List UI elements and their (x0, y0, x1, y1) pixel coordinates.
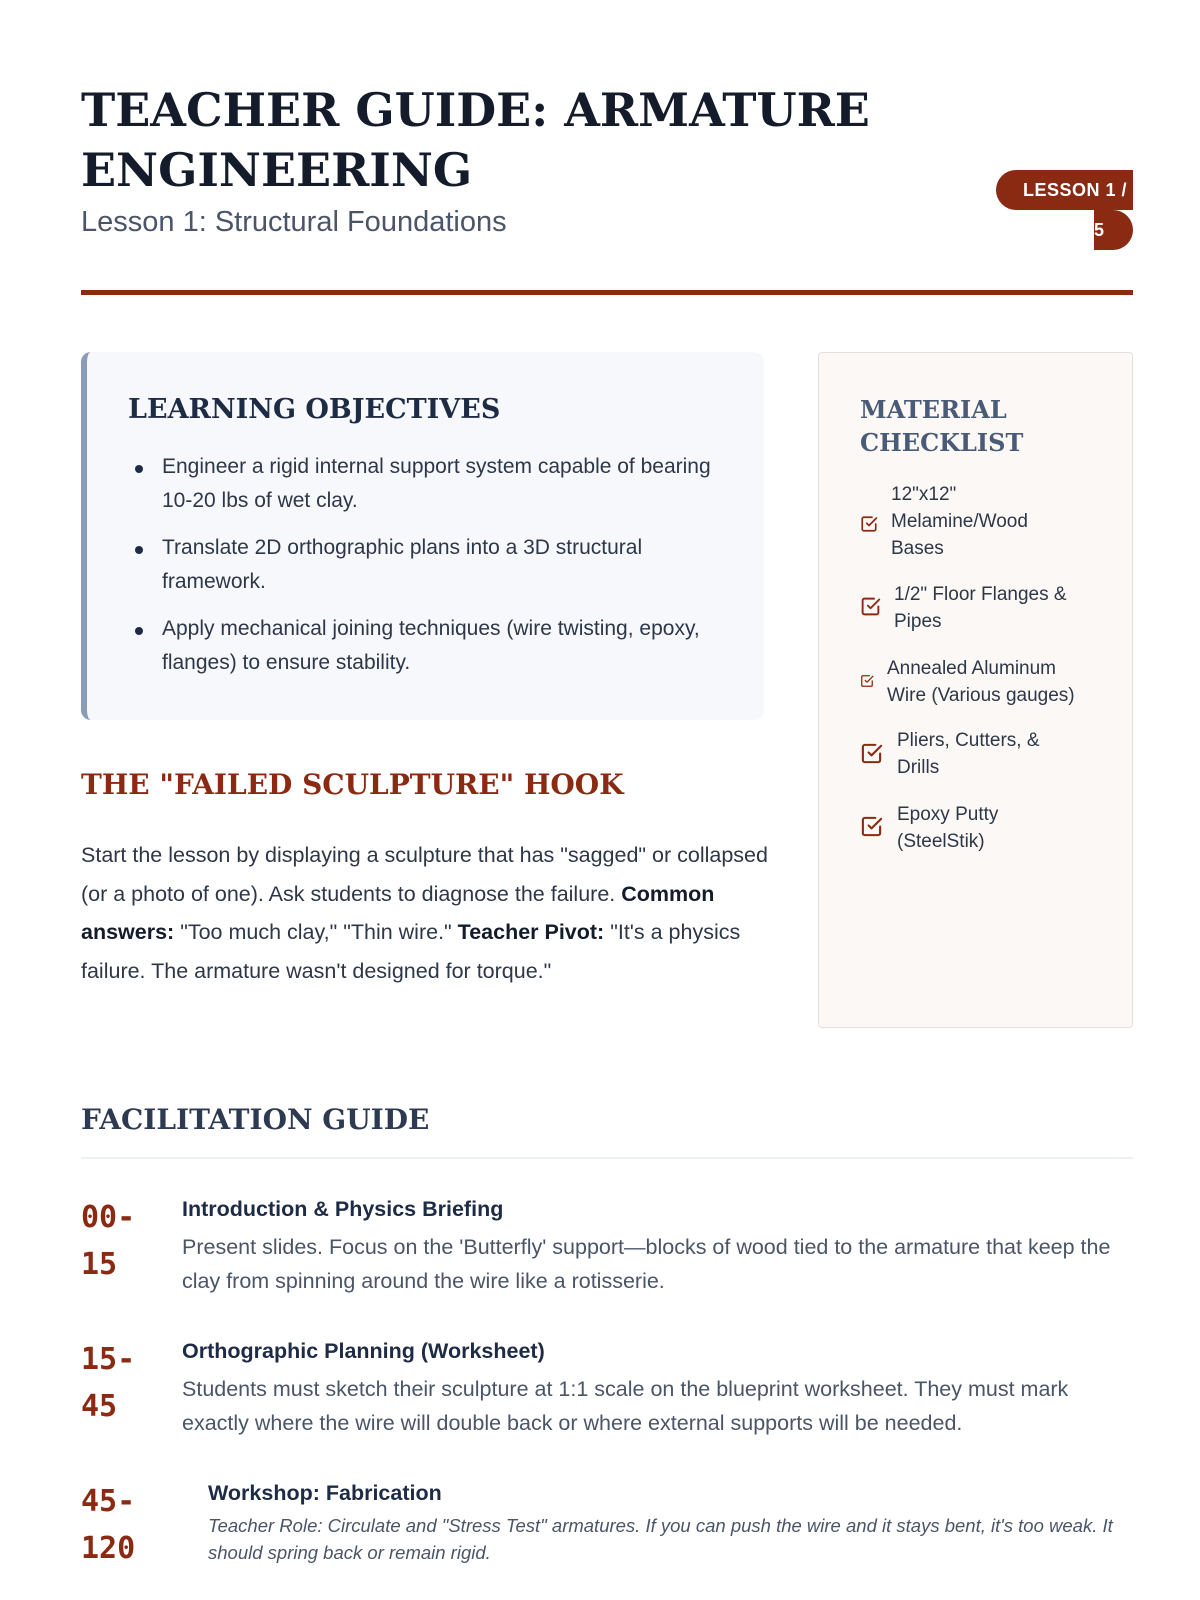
checkbox-icon (860, 674, 874, 688)
learning-objectives-card (81, 352, 764, 720)
teacher-pivot-text: "It's a physics failure. The armature wasn't designed for torque." (81, 920, 741, 983)
checkbox-icon (860, 742, 883, 765)
facilitation-title: Workshop: Fabrication (208, 1481, 442, 1505)
common-answers-label: Common answers: (81, 881, 715, 944)
header-divider (81, 290, 1133, 295)
facilitation-heading: FACILITATION GUIDE (81, 1103, 430, 1136)
checklist-heading: MATERIAL CHECKLIST (860, 395, 1024, 457)
lesson-badge (996, 170, 1133, 252)
objectives-list (128, 450, 728, 693)
checkbox-icon (860, 515, 878, 533)
objective-item: Translate 2D orthographic plans into a 3D structural framework. (128, 531, 728, 599)
checklist-item (860, 481, 1100, 565)
hook-text-start: Start the lesson by displaying a sculpture that has "sagged" or collapsed (or a photo of one). Ask students to diagnose the failure. (81, 843, 768, 906)
objectives-heading: LEARNING OBJECTIVES (128, 394, 501, 425)
page-subtitle: Lesson 1: Structural Foundations (81, 206, 507, 238)
facilitation-title: Orthographic Planning (Worksheet) (182, 1339, 545, 1363)
checklist-item-label: 1/2" Floor Flanges & Pipes (894, 584, 1067, 632)
facilitation-title: Introduction & Physics Briefing (182, 1197, 504, 1221)
hook-paragraph (81, 836, 771, 990)
checklist-item (860, 581, 1100, 637)
facilitation-row (81, 1478, 1133, 1578)
facilitation-divider (81, 1157, 1133, 1159)
objective-item: Engineer a rigid internal support system capable of bearing 10-20 lbs of wet clay. (128, 450, 728, 518)
checklist-item (860, 655, 1100, 711)
facilitation-time: 15-45 (81, 1342, 136, 1424)
page-title: TEACHER GUIDE: ARMATURE ENGINEERING (81, 83, 870, 197)
facilitation-row (81, 1194, 1133, 1304)
lesson-badge-line2: 5 (1094, 210, 1133, 250)
objective-item: Apply mechanical joining techniques (wire twisting, epoxy, flanges) to ensure stability. (128, 612, 728, 680)
facilitation-description: Present slides. Focus on the 'Butterfly' support—blocks of wood tied to the armature that keep the clay from spinning around the wire like a rotisserie. (182, 1235, 1111, 1293)
common-answers-text: "Too much clay," "Thin wire." (174, 920, 458, 944)
checklist-item-label: Pliers, Cutters, & Drills (897, 730, 1040, 778)
checkbox-icon (860, 815, 883, 838)
checklist-item-label: Epoxy Putty (SteelStik) (897, 804, 999, 852)
facilitation-time: 00-15 (81, 1200, 136, 1282)
checklist-item-label: Annealed Aluminum Wire (Various gauges) (887, 658, 1075, 706)
teacher-pivot-label: Teacher Pivot: (457, 920, 605, 944)
facilitation-description: Students must sketch their sculpture at 1:1 scale on the blueprint worksheet. They must mark exactly where the wire will double back or where external supports will be needed. (182, 1377, 1069, 1435)
hook-heading: THE "FAILED SCULPTURE" HOOK (81, 768, 624, 801)
checklist-item (860, 727, 1100, 783)
facilitation-time: 45-120 (81, 1484, 136, 1566)
lesson-badge-line1: LESSON 1 / (996, 170, 1133, 210)
checkbox-icon (860, 596, 881, 617)
facilitation-row (81, 1336, 1133, 1446)
material-checklist-card (818, 352, 1133, 1028)
facilitation-description: Teacher Role: Circulate and "Stress Test" armatures. If you can push the wire and it stays bent, it's too weak. It should spring back or remain rigid. (208, 1515, 1113, 1563)
checklist-item-label: 12"x12" Melamine/Wood Bases (891, 484, 1028, 559)
page-header (81, 80, 1133, 296)
checklist-item (860, 801, 1100, 857)
